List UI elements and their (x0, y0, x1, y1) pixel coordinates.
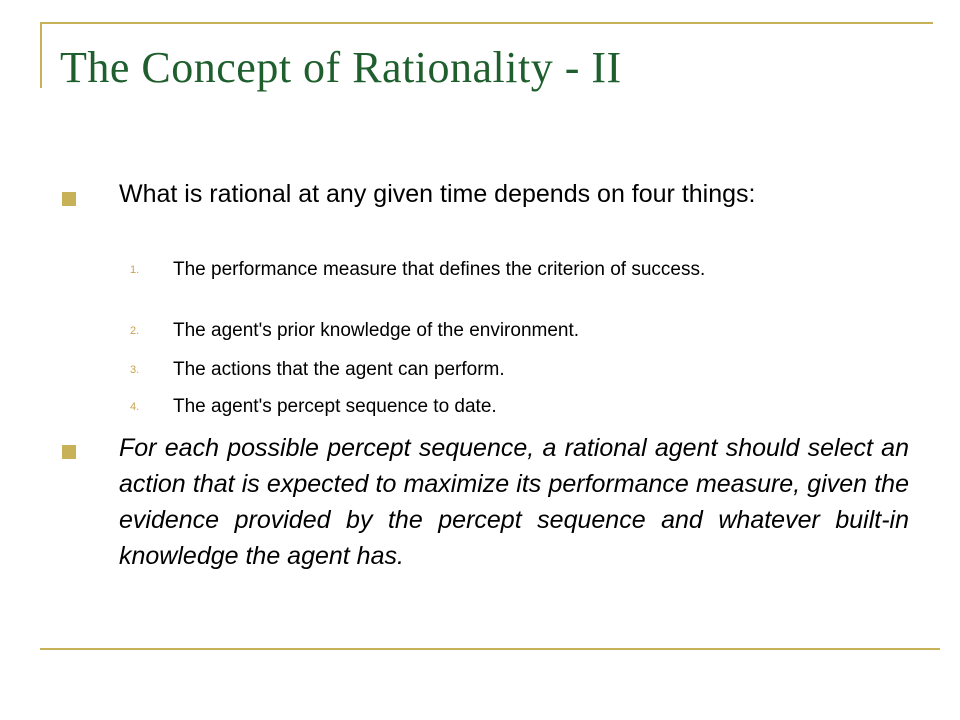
list-item-text: The performance measure that defines the criterion of success. (173, 259, 706, 280)
list-item-text: The agent's percept sequence to date. (173, 396, 497, 417)
frame-left-rule (40, 22, 42, 88)
item-number: 2. (130, 325, 140, 337)
bullet-text-rational-agent: For each possible percept sequence, a rational agent should select an action that is expected to maximize its performance measure, given the evidence provided by the percept sequence and whatever built-in knowledge the agent has. (119, 434, 909, 570)
item-number: 3. (130, 364, 140, 376)
list-item-text: The agent's prior knowledge of the environment. (173, 320, 580, 341)
frame-bottom-rule (40, 648, 940, 650)
list-item-text: The actions that the agent can perform. (173, 359, 505, 380)
frame-top-rule (40, 22, 933, 24)
item-number: 4. (130, 401, 140, 413)
bullet-text-four-things: What is rational at any given time depends on four things: (119, 180, 756, 208)
slide-title: The Concept of Rationality - II (60, 43, 622, 92)
square-bullet-icon (62, 445, 76, 459)
item-number: 1. (130, 264, 140, 276)
square-bullet-icon (62, 192, 76, 206)
